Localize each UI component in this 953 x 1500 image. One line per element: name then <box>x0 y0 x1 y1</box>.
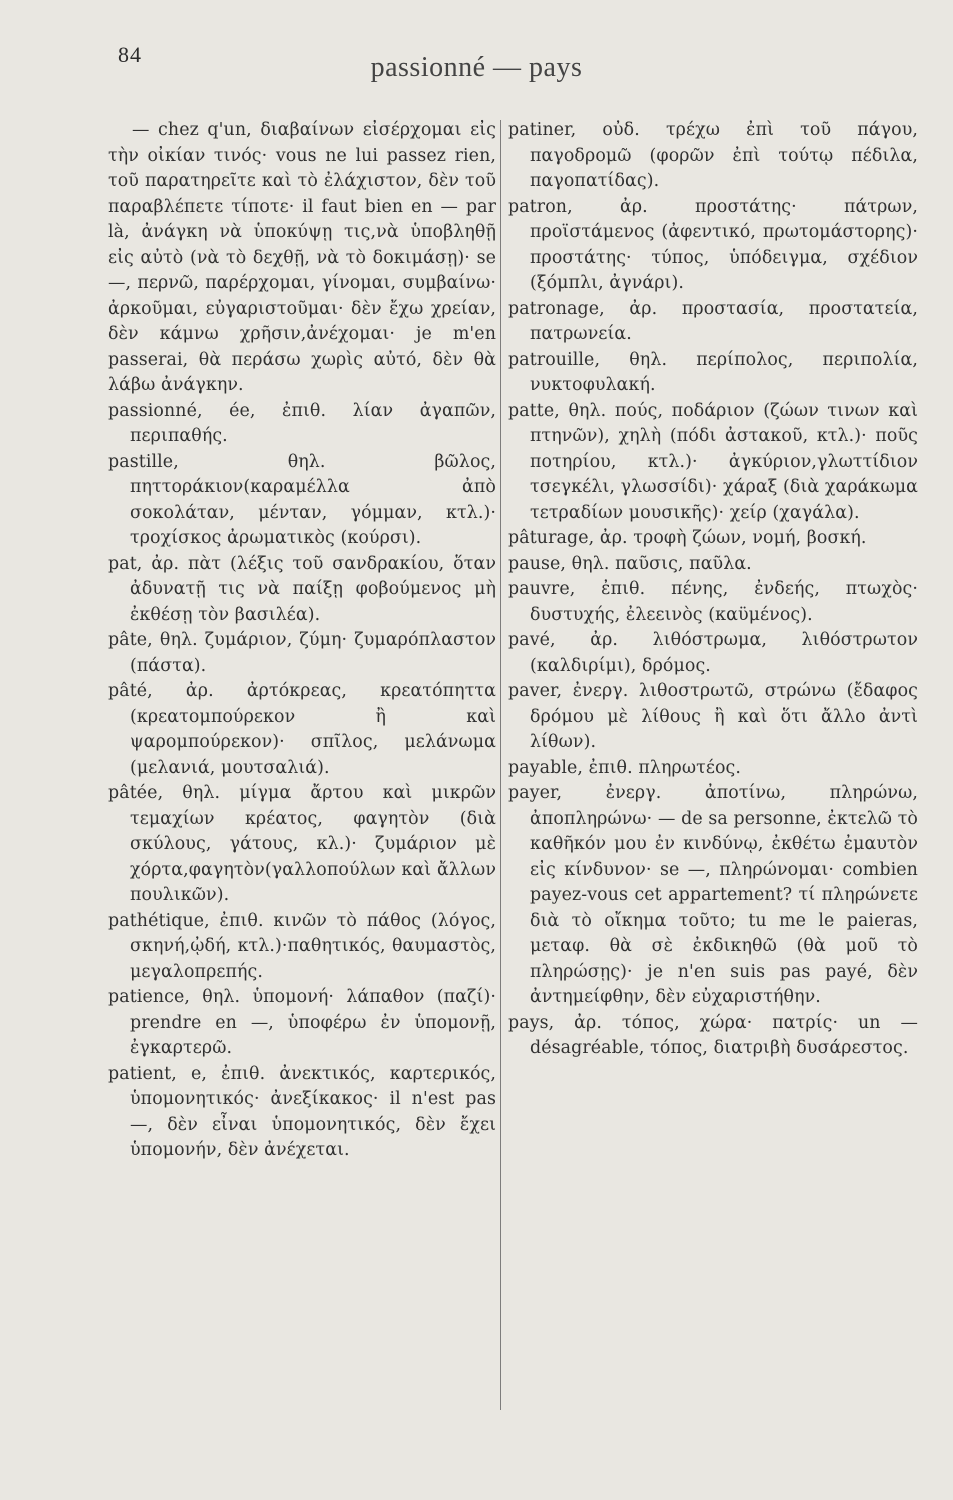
dictionary-entry: pâte, θηλ. ζυμάριον, ζύμη· ζυμαρόπλαστον (πάστα). <box>108 630 496 676</box>
left-column <box>108 118 496 1164</box>
dictionary-entry: patronage, ἀρ. προστασία, προστατεία, πατρωνεία. <box>508 298 918 344</box>
running-head: passionné — pays <box>370 52 583 83</box>
column-divider <box>500 120 501 1410</box>
dictionary-entry: patrouille, θηλ. περίπολος, περιπολία, νυκτοφυλακή. <box>508 349 918 395</box>
dictionary-entry: — chez q'un, διαβαίνων εἰσέρχομαι εἰς τὴν οἰκίαν τινός· vous ne lui passez rien, τοῦ παρατηρεῖτε καὶ τὸ ἐλάχιστον, δὲν τοῦ παραβλέπετε τίποτε· il faut bien en — par là, ἀνάγκη νὰ ὑποκύψῃ τις,νὰ ὑποβληθῇ εἰς αὐτὸ (νὰ τὸ δεχθῇ, νὰ τὸ δοκιμάσῃ)· se —, περνῶ, παρέρχομαι, γίνομαι, συμβαίνω· ἀρκοῦμαι, εὐγαριστοῦμαι· δὲν ἔχω χρείαν, δὲν κάμνω χρῆσιν,ἀνέχομαι· je m'en passerai, θὰ περάσω χωρὶς αὐτό, δὲν θὰ λάβω ἀνάγκην. <box>108 120 496 395</box>
dictionary-entry: pâté, ἀρ. ἀρτόκρεας, κρεατόπηττα (κρεατομπούρεκον ἢ καὶ ψαρομπούρεκον)· σπῖλος, μελάνωμα (μελανιά, μουτσαλιά). <box>108 681 496 778</box>
dictionary-entry: pat, ἀρ. πὰτ (λέξις τοῦ σανδρακίου, ὅταν ἀδυνατῇ τις νὰ παίξῃ φοβούμενος μὴ ἐκθέσῃ τὸν βασιλέα). <box>108 553 496 625</box>
dictionary-entry: payer, ἐνεργ. ἀποτίνω, πληρώνω, ἀποπληρώνω· — de sa personne, ἐκτελῶ τὸ καθῆκόν μου ἐν κινδύνῳ, ἐκθέτω ἐμαυτὸν εἰς κίνδυνον· se —, πληρώνομαι· combien payez-vous cet appartement? τί πληρώνετε διὰ τὸ οἴκημα τοῦτο; tu me le paieras, μεταφ. θὰ σὲ ἐκδικηθῶ (θὰ μοῦ τὸ πληρώσῃς)· je n'en suis pas payé, δὲν ἀντημείφθην, δὲν εὐχαριστήθην. <box>508 783 918 1007</box>
dictionary-entry: payable, ἐπιθ. πληρωτέος. <box>508 757 741 778</box>
dictionary-entry: pathétique, ἐπιθ. κινῶν τὸ πάθος (λόγος, σκηνή,ᾠδή, κτλ.)·παθητικός, θαυμαστὸς, μεγαλοπρεπής. <box>108 910 496 982</box>
dictionary-entry: patte, θηλ. πούς, ποδάριον (ζώων τινων καὶ πτηνῶν), χηλὴ (πόδι ἀστακοῦ, κτλ.)· ποῦς ποτηρίου, κτλ.)· ἀγκύριον,γλωττίδιον τσεγκέλι, γλωσσίδι)· χάραξ (διὰ χαράκωμα τετραδίων μουσικῆς)· χείρ (χαγάλα). <box>508 400 919 523</box>
dictionary-entry: patiner, οὐδ. τρέχω ἐπὶ τοῦ πάγου, παγοδρομῶ (φορῶν ἐπὶ τούτῳ πέδιλα, παγοπατίδας). <box>508 120 918 191</box>
dictionary-entry: passionné, ée, ἐπιθ. λίαν ἀγαπῶν, περιπαθής. <box>108 400 496 446</box>
dictionary-entry: pays, ἀρ. τόπος, χώρα· πατρίς· un — désagréable, τόπος, διατριβὴ δυσάρεστος. <box>508 1012 918 1058</box>
right-column <box>508 118 918 1062</box>
dictionary-entry: pauvre, ἐπιθ. πένης, ἐνδεής, πτωχὸς· δυστυχής, ἐλεεινὸς (καϋμένος). <box>508 579 918 625</box>
dictionary-entry: pâturage, ἀρ. τροφὴ ζώων, νομή, βοσκή. <box>508 528 867 548</box>
dictionary-entry: patron, ἀρ. προστάτης· πάτρων, προϊστάμενος (ἀφεντικό, πρωτομάστορης)· προστάτης· τύπος, ὑπόδειγμα, σχέδιον (ξόμπλι, ἀγνάρι). <box>508 196 918 293</box>
dictionary-entry: pâtée, θηλ. μίγμα ἄρτου καὶ μικρῶν τεμαχίων κρέατος, φαγητὸν (διὰ σκύλους, γάτους, κλ.)· ζυμάριον μὲ χόρτα,φαγητὸν(γαλλοπούλων καὶ ἄλλων πουλικῶν). <box>108 783 496 905</box>
dictionary-entry: pause, θηλ. παῦσις, παῦλα. <box>508 553 752 574</box>
dictionary-entry: pavé, ἀρ. λιθόστρωμα, λιθόστρωτον (καλδιρίμι), δρόμος. <box>508 630 918 676</box>
dictionary-entry: patient, e, ἐπιθ. ἀνεκτικός, καρτερικός, ὑπομονητικός· ἀνεξίκακος· il n'est pas —, δὲν εἶναι ὑπομονητικός, δὲν ἔχει ὑπομονήν, δὲν ἀνέχεται. <box>108 1063 496 1160</box>
dictionary-entry: pastille, θηλ. βῶλος, πηττοράκιον(καραμέλλα ἀπὸ σοκολάταν, μένταν, γόμμαν, κτλ.)· τροχίσκος ἀρωματικὸς (κούρσι). <box>108 451 496 548</box>
page-number: 84 <box>118 42 142 67</box>
dictionary-entry: paver, ἐνεργ. λιθοστρωτῶ, στρώνω (ἔδαφος δρόμου μὲ λίθους ἢ καὶ ὅτι ἄλλο ἀντὶ λίθων). <box>508 681 918 752</box>
dictionary-entry: patience, θηλ. ὑπομονή· λάπαθον (παζί)· prendre en —, ὑποφέρω ἐν ὑπομονῇ, ἐγκαρτερῶ. <box>108 987 496 1058</box>
